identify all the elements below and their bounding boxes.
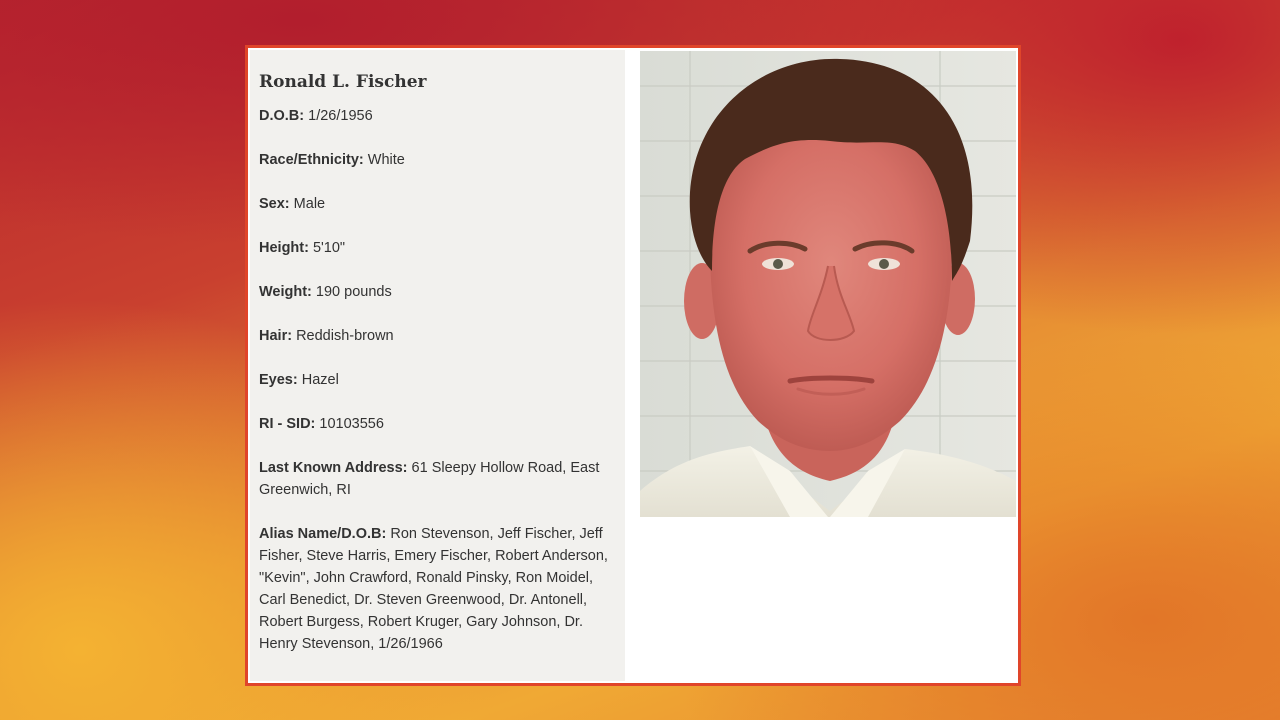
field-label: Eyes: xyxy=(259,372,298,388)
field-label: Sex: xyxy=(259,196,290,212)
field-value: 5'10" xyxy=(312,240,346,256)
field-eyes xyxy=(259,369,617,391)
field-value: 1/26/1956 xyxy=(308,108,373,124)
mugshot-photo xyxy=(640,51,1016,517)
field-label: Hair: xyxy=(259,328,293,344)
field-address xyxy=(259,457,617,501)
info-panel xyxy=(250,50,625,681)
field-value: Male xyxy=(293,196,326,212)
field-value: Hazel xyxy=(301,372,339,388)
field-label: Last Known Address: xyxy=(259,460,408,476)
field-label: Race/Ethnicity: xyxy=(259,152,364,168)
field-sex xyxy=(259,193,617,215)
field-value: Reddish-brown xyxy=(296,328,394,344)
field-alias xyxy=(259,523,617,655)
field-race xyxy=(259,149,617,171)
field-label: Weight: xyxy=(259,284,312,300)
field-value: 190 pounds xyxy=(315,284,392,300)
field-sid xyxy=(259,413,617,435)
field-value: 10103556 xyxy=(319,416,384,432)
field-hair xyxy=(259,325,617,347)
person-name: Ronald L. Fischer xyxy=(259,72,427,92)
field-value: Ron Stevenson, Jeff Fischer, Jeff Fisher, Steve Harris, Emery Fischer, Robert Anderson, "Kevin", John Crawford, Ronald Pinsky, Ron Moidel, Carl Benedict, Dr. Steven Greenwood, Dr. Antonell, Robert Burgess, Robert Kruger, Gary Johnson, Dr. Henry Stevenson, 1/26/1966 xyxy=(259,526,608,652)
field-label: Alias Name/D.O.B: xyxy=(259,526,387,542)
field-label: Height: xyxy=(259,240,309,256)
field-label: RI - SID: xyxy=(259,416,316,432)
field-weight xyxy=(259,281,617,303)
profile-card xyxy=(245,45,1021,686)
field-value: 61 Sleepy Hollow Road, East Greenwich, RI xyxy=(259,460,600,498)
field-height xyxy=(259,237,617,259)
field-label: D.O.B: xyxy=(259,108,305,124)
field-value: White xyxy=(367,152,405,168)
field-dob xyxy=(259,105,617,127)
